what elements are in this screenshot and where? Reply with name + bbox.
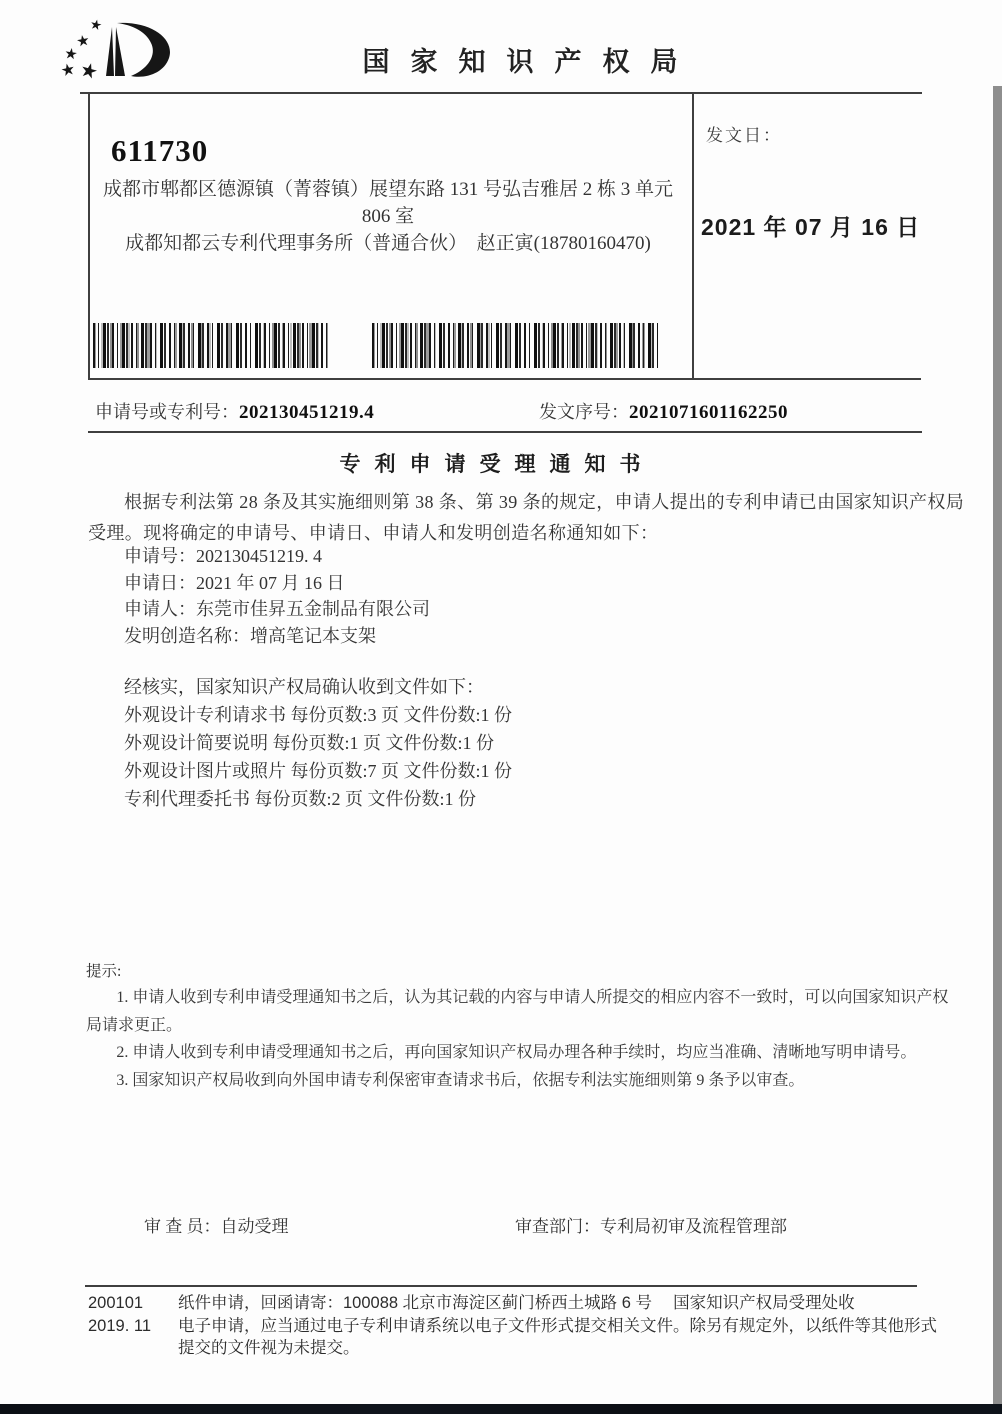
application-fields: [124, 543, 430, 649]
footer-instructions: [178, 1292, 938, 1360]
box-bottom-rule: [88, 378, 921, 380]
field-invention-name: 发明创造名称：增高笔记本支架: [124, 625, 376, 646]
dispatch-date-label: 发文日：: [706, 126, 782, 145]
serial-number-value: 2021071601162250: [629, 402, 788, 423]
notice-title: 专利申请受理通知书: [339, 452, 655, 476]
footer-electronic-line: 电子申请，应当通过电子专利申请系统以电子文件形式提交相关文件。除另有规定外，以纸件等其他形式提交的文件视为未提交。: [178, 1316, 937, 1357]
examiner-label: 审 查 员：: [144, 1217, 221, 1236]
field-applicant: 申请人：东莞市佳昇五金制品有限公司: [124, 599, 430, 619]
tip-item-3: 3. 国家知识产权局收到向外国申请专利保密审查请求书后，依据专利法实施细则第 9 条予以审查。: [116, 1071, 805, 1089]
numbers-row-rule: [88, 431, 922, 433]
barcode-application: [93, 323, 329, 368]
agency-line: 成都知都云专利代理事务所（普通合伙） 赵正寅(18780160470): [125, 233, 651, 254]
footer-form-codes: [88, 1292, 176, 1337]
address-line-2: 806 室: [361, 206, 415, 227]
field-application-number: 申请号：202130451219. 4: [124, 546, 322, 566]
tip-item-1: 1. 申请人收到专利申请受理通知书之后，认为其记载的内容与申请人所提交的相应内容不一致时，可以向国家知识产权局请求更正。: [86, 989, 949, 1034]
scan-edge-bottom: [0, 1404, 1002, 1414]
examiner-pair: [144, 1212, 289, 1237]
serial-number-label: 发文序号：: [539, 402, 629, 422]
tip-item-2: 2. 申请人收到专利申请受理通知书之后，再向国家知识产权局办理各种手续时，均应当准确、清晰地写明申请号。: [116, 1044, 917, 1061]
field-application-date: 申请日：2021 年 07 月 16 日: [124, 572, 345, 593]
document-item: 外观设计简要说明 每份页数:1 页 文件份数:1 份: [124, 733, 494, 753]
footer-rule: [85, 1285, 917, 1287]
header-rule: [80, 92, 922, 94]
received-intro: 经核实，国家知识产权局确认收到文件如下：: [124, 677, 484, 697]
application-number-label: 申请号或专利号：: [95, 402, 239, 422]
document-item: 外观设计图片或照片 每份页数:7 页 文件份数:1 份: [124, 761, 512, 781]
notice-intro-paragraph: 根据专利法第 28 条及其实施细则第 38 条、第 39 条的规定，申请人提出的专利申请已由国家知识产权局受理。现将确定的申请号、申请日、申请人和发明创造名称通知如下：: [88, 492, 965, 543]
scan-edge-right: [993, 86, 1002, 1406]
document-item: 外观设计专利请求书 每份页数:3 页 文件份数:1 份: [124, 705, 512, 725]
footer-paper-line: 纸件申请，回函请寄：100088 北京市海淀区蓟门桥西土城路 6 号 国家知识产权局受理处收: [178, 1294, 855, 1312]
footer-code-1: 200101: [88, 1294, 144, 1312]
barcode-serial: [372, 323, 658, 368]
tips-list: [86, 984, 958, 1094]
numbers-row: [0, 398, 1002, 428]
serial-number-pair: [539, 398, 788, 424]
cnipa-logo-icon: [60, 16, 180, 80]
footer-code-2: 2019. 11: [88, 1316, 152, 1335]
postal-code: 611730: [111, 133, 209, 168]
box-left-border: [88, 92, 90, 380]
examiner-value: 自动受理: [220, 1217, 289, 1236]
received-documents-section: [124, 673, 512, 813]
application-number-value: 202130451219.4: [239, 402, 375, 423]
department-value: 专利局初审及流程管理部: [600, 1217, 787, 1236]
department-pair: [515, 1212, 787, 1237]
document-item: 专利代理委托书 每份页数:2 页 文件份数:1 份: [124, 789, 477, 809]
tips-label: 提示:: [86, 963, 122, 980]
box-divider: [692, 92, 694, 380]
application-number-pair: [95, 398, 374, 424]
org-title: 国家知识产权局: [362, 47, 699, 77]
document-list: [124, 701, 512, 813]
department-label: 审查部门：: [515, 1217, 600, 1236]
address-line-1: 成都市郫都区德源镇（菁蓉镇）展望东路 131 号弘吉雅居 2 栋 3 单元: [102, 179, 673, 200]
dispatch-date-value: 2021 年 07 月 16 日: [701, 214, 921, 240]
recipient-address: [96, 176, 680, 257]
